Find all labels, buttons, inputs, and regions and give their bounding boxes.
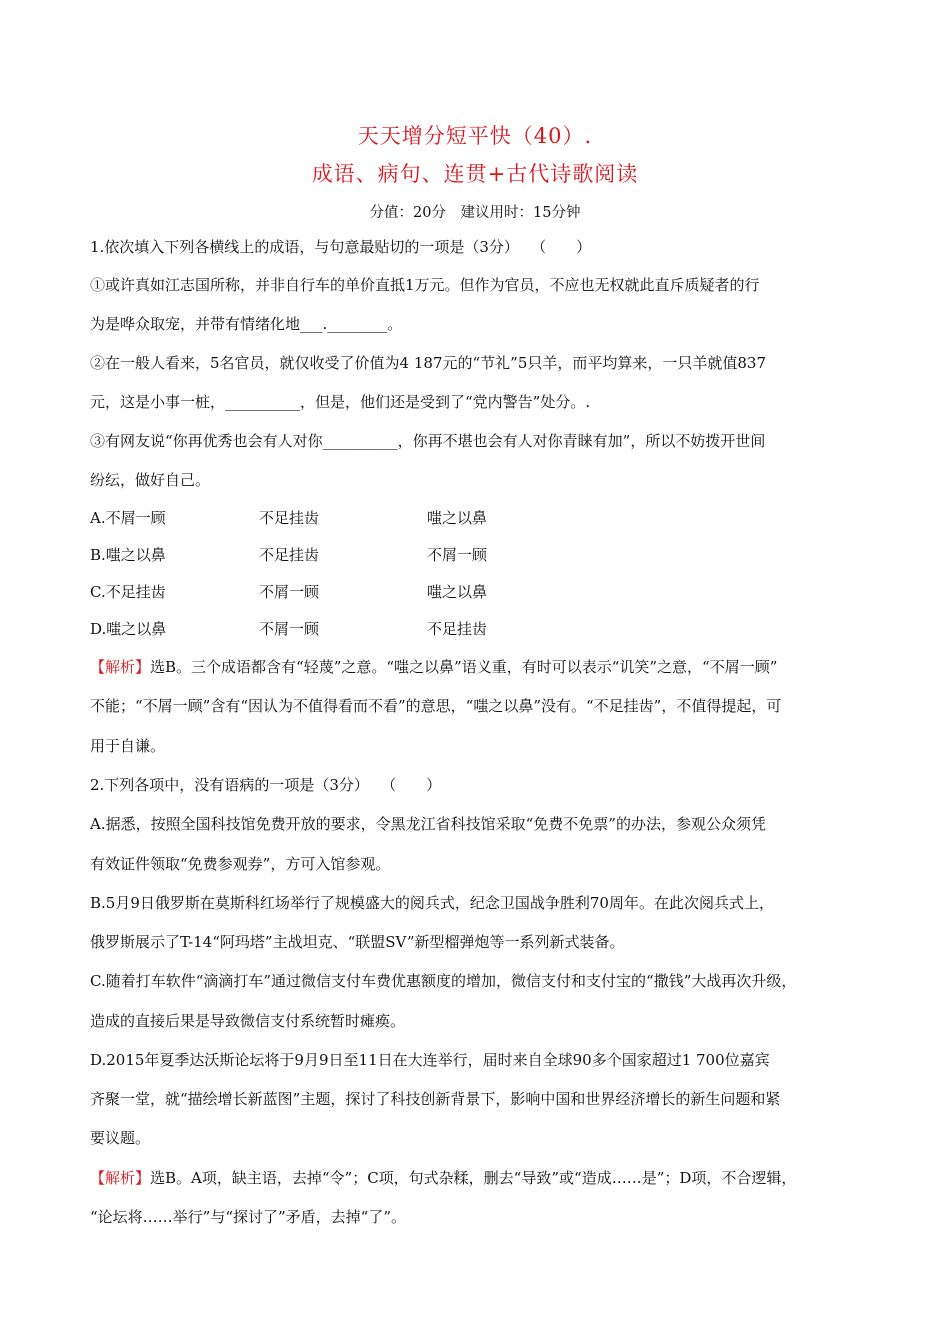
option-label: B.嗤之以鼻 bbox=[90, 546, 166, 564]
q1-sentence-2-cont: 元，这是小事一桩，__________，但是，他们还是受到了“党内警告”处分。. bbox=[90, 393, 591, 411]
q1-sentence-1: ①或许真如江志国所称，并非自行车的单价直抵1万元。但作为官员，不应也无权就此直斥质疑者的行 bbox=[90, 276, 760, 294]
analysis-tag: 【解析】 bbox=[90, 1169, 151, 1187]
option-label: A.不屑一顾 bbox=[90, 509, 166, 527]
q1-sentence-3: ③有网友说“你再优秀也会有人对你__________，你再不堪也会有人对你青睐有加”，所以不妨拨开世间 bbox=[90, 432, 766, 450]
option-col2: 不屑一顾 bbox=[259, 620, 320, 638]
option-col3: 不屑一顾 bbox=[427, 546, 488, 564]
q2-option-a-cont: 有效证件领取“免费参观券”，方可入馆参观。 bbox=[90, 855, 391, 873]
q2-option-d: D.2015年夏季达沃斯论坛将于9月9日至11日在大连举行，届时来自全球90多个国家超过1 700位嘉宾 bbox=[90, 1051, 770, 1069]
option-col3: 嗤之以鼻 bbox=[427, 509, 488, 527]
option-col3: 不足挂齿 bbox=[427, 620, 488, 638]
q2-stem: 2.下列各项中，没有语病的一项是（3分） （ ） bbox=[90, 776, 442, 794]
page-title: 天天增分短平快（40）. bbox=[357, 124, 593, 148]
analysis-text: 选B。三个成语都含有“轻蔑”之意。“嗤之以鼻”语义重，有时可以表示“讥笑”之意，“不屑一顾” bbox=[150, 658, 778, 676]
q1-analysis-cont-2: 用于自谦。 bbox=[90, 737, 166, 755]
option-col2: 不足挂齿 bbox=[259, 509, 320, 527]
q1-sentence-1-cont: 为是哗众取宠，并带有情绪化地___.________。 bbox=[90, 315, 403, 333]
option-col3: 嗤之以鼻 bbox=[427, 583, 488, 601]
q2-analysis bbox=[90, 1167, 796, 1188]
q2-option-a: A.据悉，按照全国科技馆免费开放的要求，令黑龙江省科技馆采取“免费不免票”的办法，参观公众须凭 bbox=[90, 815, 766, 833]
option-label: D.嗤之以鼻 bbox=[90, 620, 167, 638]
analysis-text: 选B。A项，缺主语，去掉“令”；C项，句式杂糅，删去“导致”或“造成……是”；D项，不合逻辑， bbox=[150, 1169, 797, 1187]
score-time-info: 分值：20分 建议用时：15分钟 bbox=[369, 205, 581, 221]
q2-analysis-cont: “论坛将……举行”与“探讨了”矛盾，去掉“了”。 bbox=[90, 1208, 407, 1226]
q2-option-c: C.随着打车软件“滴滴打车”通过微信支付车费优惠额度的增加，微信支付和支付宝的“撒钱”大战再次升级， bbox=[90, 972, 797, 990]
page-subtitle: 成语、病句、连贯+古代诗歌阅读 bbox=[311, 162, 639, 186]
option-col2: 不屑一顾 bbox=[259, 583, 320, 601]
analysis-tag: 【解析】 bbox=[90, 658, 151, 676]
q1-analysis-cont: 不能；“不屑一顾”含有“因认为不值得看而不看”的意思，“嗤之以鼻”没有。“不足挂齿”，不值得提起，可 bbox=[90, 697, 782, 715]
q1-sentence-2: ②在一般人看来，5名官员，就仅收受了价值为4 187元的“节礼”5只羊，而平均算来，一只羊就值837 bbox=[90, 354, 767, 372]
q2-option-d-cont-2: 要议题。 bbox=[90, 1129, 151, 1147]
q1-sentence-3-cont: 纷纭，做好自己。 bbox=[90, 471, 211, 489]
option-label: C.不足挂齿 bbox=[90, 583, 166, 601]
q1-stem: 1.依次填入下列各横线上的成语，与句意最贴切的一项是（3分） （ ） bbox=[90, 238, 592, 256]
q1-analysis bbox=[90, 656, 777, 677]
q2-option-d-cont: 齐聚一堂，就“描绘增长新蓝图”主题，探讨了科技创新背景下，影响中国和世界经济增长的新生问题和紧 bbox=[90, 1090, 781, 1108]
q2-option-c-cont: 造成的直接后果是导致微信支付系统暂时瘫痪。 bbox=[90, 1012, 406, 1030]
q2-option-b-cont: 俄罗斯展示了T-14“阿玛塔”主战坦克、“联盟SV”新型榴弹炮等一系列新式装备。 bbox=[90, 933, 625, 951]
option-col2: 不足挂齿 bbox=[259, 546, 320, 564]
q2-option-b: B.5月9日俄罗斯在莫斯科红场举行了规模盛大的阅兵式，纪念卫国战争胜利70周年。在此次阅兵式上， bbox=[90, 894, 774, 912]
